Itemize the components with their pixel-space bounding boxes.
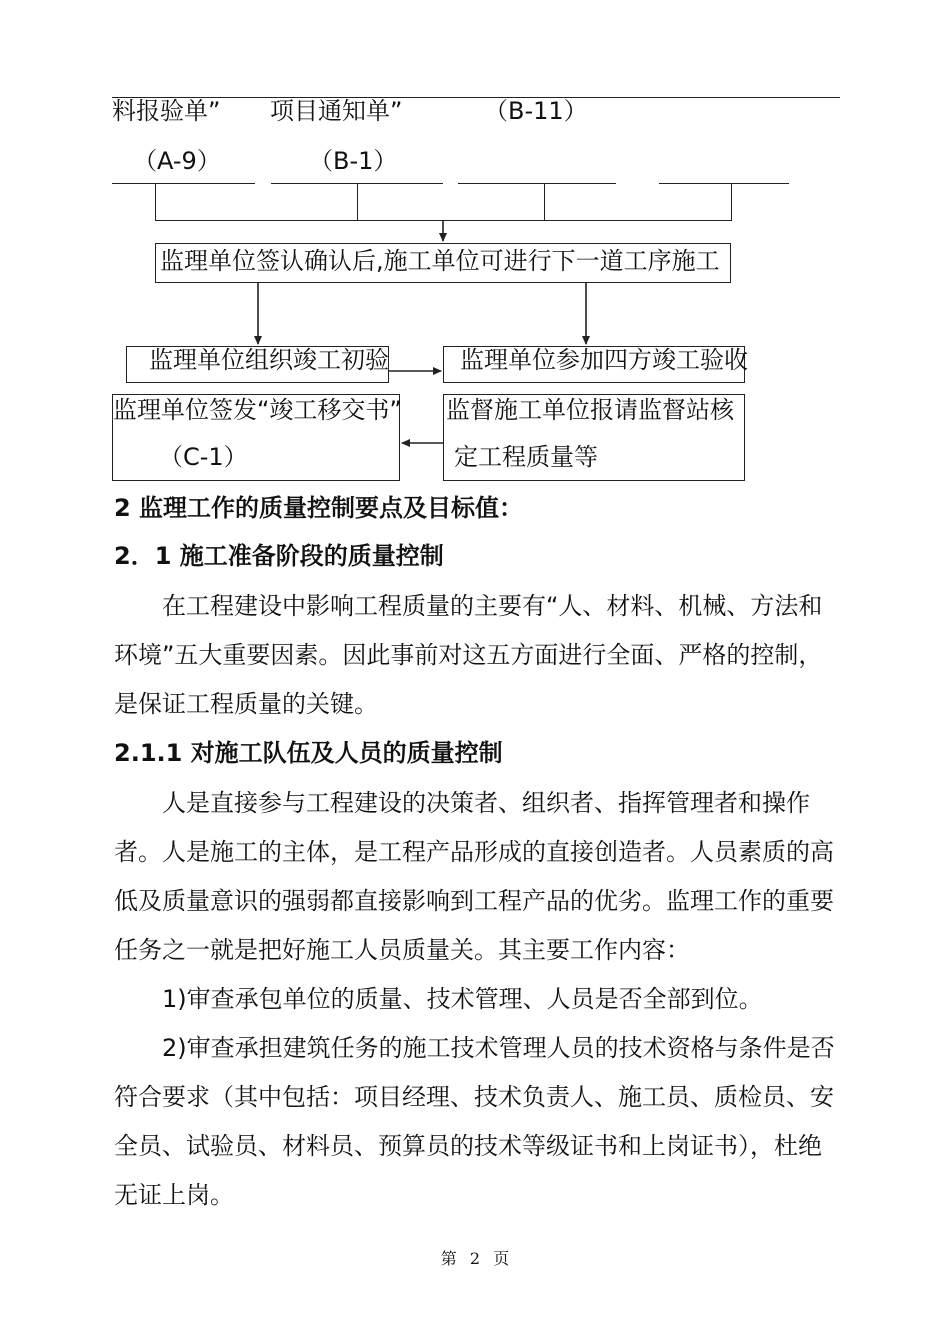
- paragraph-2: [114, 779, 840, 975]
- list-item-2-text: 2)审查承担建筑任务的施工技术管理人员的技术资格与条件是否符合要求（其中包括：项目经理、技术负责人、施工员、质检员、安全员、试验员、材料员、预算员的技术等级证书和上岗证书），杜绝无证上岗。: [114, 1034, 835, 1209]
- box-supervise-line2: 定工程质量等: [454, 443, 598, 471]
- label-b11: （B-11）: [484, 97, 588, 125]
- box-four-party-text: 监理单位参加四方竣工验收: [460, 346, 748, 374]
- label-project-notice: 项目通知单”: [270, 97, 403, 125]
- box-issue-line2: （C-1）: [159, 443, 248, 471]
- footer-prefix: 第: [440, 1249, 457, 1268]
- box-issue-line1: 监理单位签发“竣工移交书”: [113, 396, 402, 424]
- heading-2: 2 监理工作的质量控制要点及目标值：: [114, 494, 524, 522]
- box-supervise-line1: 监督施工单位报请监督站核: [446, 396, 734, 424]
- box-initial-inspection-text: 监理单位组织竣工初验: [149, 346, 389, 374]
- footer-suffix: 页: [493, 1249, 510, 1268]
- list-item-2: [114, 1024, 840, 1220]
- heading-2-1: 2．1 施工准备阶段的质量控制: [114, 542, 444, 570]
- paragraph-1: [114, 582, 840, 729]
- list-item-1: [114, 975, 840, 1024]
- paragraph-1-text: 在工程建设中影响工程质量的主要有“人、材料、机械、方法和环境”五大重要因素。因此事前对这五方面进行全面、严格的控制，是保证工程质量的关键。: [114, 592, 823, 718]
- flow-arrows: [0, 0, 950, 500]
- footer-page-number: 2: [469, 1249, 481, 1268]
- paragraph-2-text: 人是直接参与工程建设的决策者、组织者、指挥管理者和操作者。人是施工的主体，是工程产品形成的直接创造者。人员素质的高低及质量意识的强弱都直接影响到工程产品的优劣。监理工作的重要任务之一就是把好施工人员质量关。其主要工作内容：: [114, 789, 834, 964]
- label-material-report: 料报验单”: [112, 97, 221, 125]
- page-footer: [0, 1246, 950, 1269]
- heading-2-1-1: 2.1.1 对施工队伍及人员的质量控制: [114, 739, 503, 767]
- list-item-1-text: 1)审查承包单位的质量、技术管理、人员是否全部到位。: [162, 985, 763, 1013]
- label-a9: （A-9）: [133, 147, 221, 175]
- label-b1: （B-1）: [309, 147, 398, 175]
- box-confirm-text: 监理单位签认确认后,施工单位可进行下一道工序施工: [160, 247, 720, 275]
